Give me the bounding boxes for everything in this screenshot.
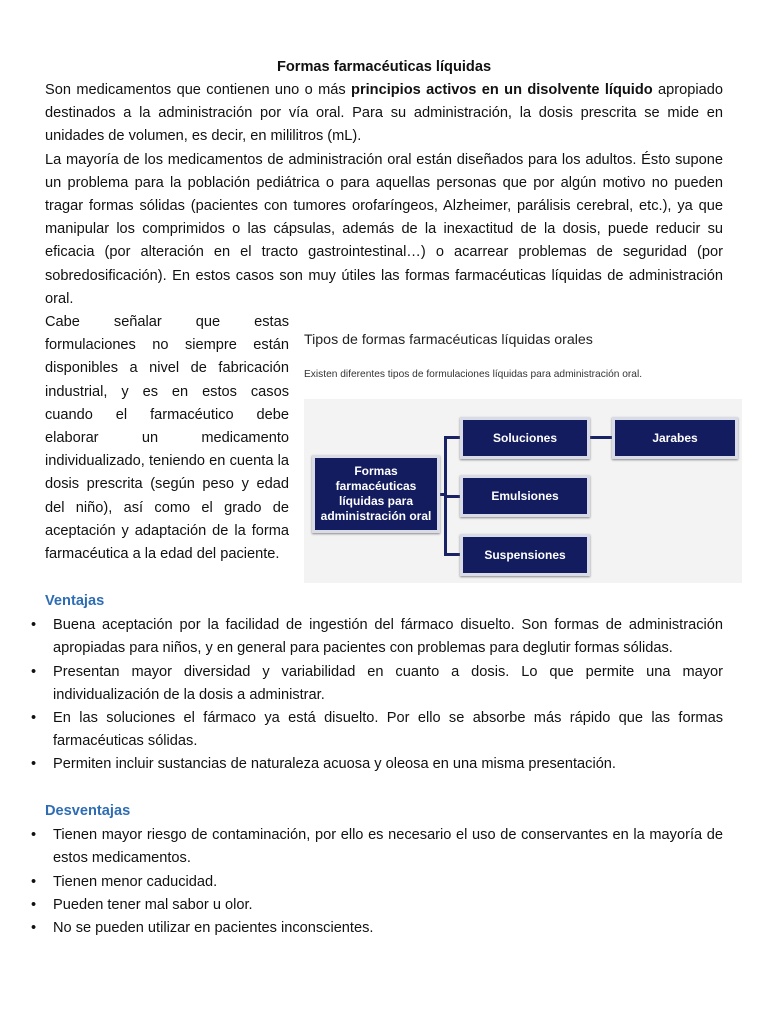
connector-jarabes: [589, 436, 613, 439]
list-item: • Tienen mayor riesgo de contaminación, por ello es necesario el uso de conservantes en la mayoría de estos medicamentos.: [45, 824, 723, 870]
desventajas-list: [31, 824, 723, 940]
bullet-icon: •: [31, 873, 37, 890]
liquid-forms-diagram: [304, 319, 742, 583]
bullet-icon: •: [31, 920, 37, 937]
node-emulsiones: Emulsiones: [460, 475, 590, 517]
ventajas-section: [31, 590, 723, 777]
bullet-icon: •: [31, 710, 37, 727]
list-item: • Pueden tener mal sabor u olor.: [45, 894, 723, 917]
bullet-icon: •: [31, 896, 37, 913]
node-jarabes: Jarabes: [612, 417, 738, 459]
bullet-icon: •: [31, 617, 37, 634]
list-item: • No se pueden utilizar en pacientes inconscientes.: [45, 917, 723, 940]
node-root: Formas farmacéuticas líquidas para administración oral: [312, 455, 440, 533]
intro-bold-phrase: principios activos en un disolvente líquido: [351, 82, 653, 98]
connector-suspensiones: [444, 553, 460, 556]
connector-emulsiones: [444, 495, 460, 498]
list-item: • Presentan mayor diversidad y variabilidad en cuanto a dosis. Lo que permite una mayor individualización de la dosis a administrar.: [45, 661, 723, 707]
diagram-title: Tipos de formas farmacéuticas líquidas orales: [304, 332, 593, 348]
node-suspensiones: Suspensiones: [460, 534, 590, 576]
pediatric-paragraph: La mayoría de los medicamentos de administración oral están diseñados para los adultos. Ésto supone un problema para la población pediátrica o para aquellas personas que por algún motivo no pueden tragar formas sólidas (pacientes con tumores orofaríngeos, Alzheimer, parálisis cerebral, etc.), ya que manipular los comprimidos o las cápsulas, además de la inexactitud de la dosis, puede reducir su eficacia (por alteración en el tracto gastrointestinal…) o acarrear problemas de seguridad (por sobredosificación). En estos casos son muy útiles las formas farmacéuticas líquidas de administración oral.: [45, 151, 723, 307]
list-item: • Tienen menor caducidad.: [45, 871, 723, 894]
intro-text-start: Son medicamentos que contienen uno o más: [45, 82, 352, 98]
page-title: Formas farmacéuticas líquidas: [276, 59, 492, 75]
list-item: • En las soluciones el fármaco ya está disuelto. Por ello se absorbe más rápido que las formas farmacéuticas sólidas.: [45, 707, 723, 753]
desventajas-heading: Desventajas: [45, 803, 131, 819]
list-item: • Permiten incluir sustancias de naturaleza acuosa y oleosa en una misma presentación.: [45, 753, 723, 776]
intro-paragraph: [45, 79, 723, 149]
ventajas-list: [31, 614, 723, 776]
intro-text-end: apropiado destinados a la administración por vía oral. Para su administración, la dosis prescrita se mide en unidades de volumen, es decir, en mililitros (mL).: [45, 82, 723, 145]
diagram-subtitle: Existen diferentes tipos de formulaciones líquidas para administración oral.: [304, 369, 643, 380]
bullet-icon: •: [31, 663, 37, 680]
list-item: • Buena aceptación por la facilidad de ingestión del fármaco disuelto. Son formas de administración apropiadas para niños, y en general para pacientes con problemas para deglutir formas sólidas.: [45, 614, 723, 660]
node-soluciones: Soluciones: [460, 417, 590, 459]
connector-soluciones: [444, 436, 460, 439]
document-page: [31, 56, 723, 937]
bullet-icon: •: [31, 827, 37, 844]
bullet-icon: •: [31, 756, 37, 773]
ventajas-heading: Ventajas: [45, 593, 105, 609]
formulation-paragraph: Cabe señalar que estas formulaciones no siempre están disponibles a nivel de fabricación industrial, y es en estos casos cuando el farmacéutico debe elaborar un medicamento individualizado, teniendo en cuenta la dosis prescrita (según peso y edad del niño), así como el grado de aceptación y adaptación de la forma farmacéutica a la edad del paciente.: [45, 314, 289, 563]
desventajas-section: [31, 800, 723, 940]
